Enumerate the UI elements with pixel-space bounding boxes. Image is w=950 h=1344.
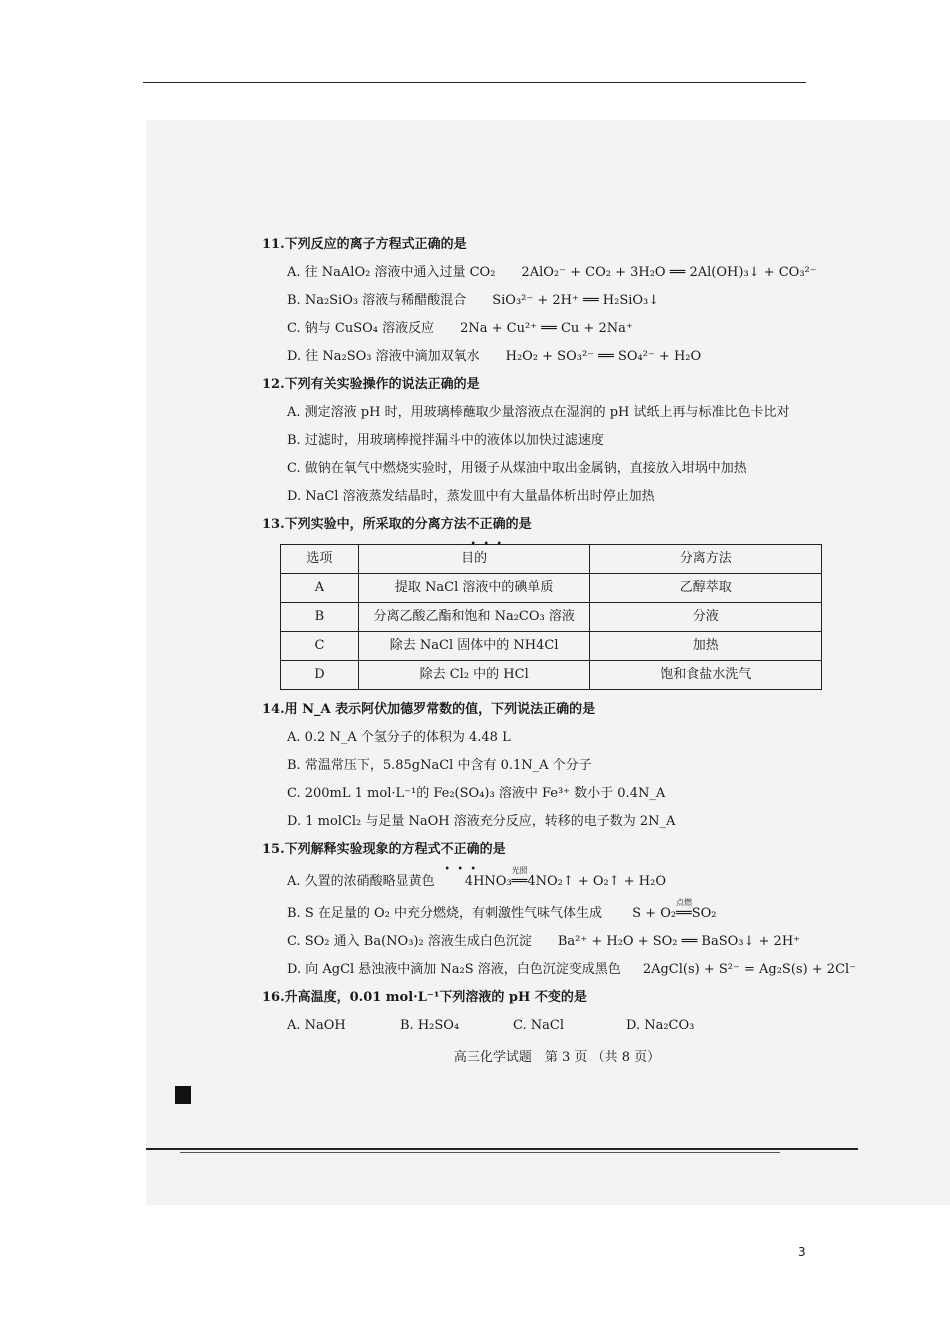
q11-option-d-text: D. 往 Na₂SO₃ 溶液中滴加双氧水 — [287, 349, 480, 364]
table-row — [281, 632, 822, 661]
q13-emphasis-char-3: 确 — [492, 517, 506, 532]
q14-option-d: D. 1 molCl₂ 与足量 NaOH 溶液充分反应，转移的电子数为 2N_A — [287, 814, 676, 829]
table-cell: 乙醇萃取 — [590, 574, 822, 603]
table-header-cell: 选项 — [281, 545, 359, 574]
reaction-condition: 光照 — [511, 866, 528, 875]
q15-option-b-equation — [632, 900, 716, 928]
q12-option-a: A. 测定溶液 pH 时，用玻璃棒蘸取少量溶液点在湿润的 pH 试纸上再与标准比色卡比对 — [287, 405, 790, 420]
exam-content — [262, 231, 857, 1072]
q16-option-c: C. NaCl — [513, 1018, 564, 1033]
question-13-stem — [262, 511, 852, 539]
table-header-row — [281, 545, 822, 574]
table-row — [281, 603, 822, 632]
table-cell: 除去 NaCl 固体中的 NH4Cl — [358, 632, 590, 661]
q15-stem-post: 的是 — [479, 842, 506, 857]
q16-option-d: D. Na₂CO₃ — [626, 1018, 695, 1033]
q14-option-b: B. 常温常压下，5.85gNaCl 中含有 0.1N_A 个分子 — [287, 758, 592, 773]
reaction-arrow: 点燃 ══ — [676, 900, 692, 928]
q15-b-products: SO₂ — [691, 906, 717, 921]
q11-option-a-equation: 2AlO₂⁻ + CO₂ + 3H₂O ══ 2Al(OH)₃↓ + CO₃²⁻ — [521, 265, 817, 280]
question-16-stem: 16.升高温度，0.01 mol·L⁻¹下列溶液的 pH 不变的是 — [262, 990, 587, 1005]
q16-options — [262, 1012, 852, 1040]
q11-option-d — [262, 343, 852, 371]
header-rule — [143, 82, 806, 83]
q13-stem-pre: 13.下列实验中，所采取的分离方法 — [262, 517, 467, 532]
q11-option-c-equation: 2Na + Cu²⁺ ══ Cu + 2Na⁺ — [460, 321, 633, 336]
table-cell: 加热 — [590, 632, 822, 661]
table-cell: A — [281, 574, 359, 603]
bottom-rule — [146, 1148, 858, 1150]
reaction-arrow: 光照 ══ — [512, 868, 528, 896]
q16-option-b: B. H₂SO₄ — [400, 1018, 460, 1033]
q15-a-reactants: 4HNO₃ — [464, 874, 512, 889]
table-row — [281, 661, 822, 690]
question-11-stem: 11.下列反应的离子方程式正确的是 — [262, 237, 467, 252]
table-cell: C — [281, 632, 359, 661]
q11-option-b-equation: SiO₃²⁻ + 2H⁺ ══ H₂SiO₃↓ — [492, 293, 660, 308]
q11-option-c — [262, 315, 852, 343]
q15-option-a-equation — [465, 868, 666, 896]
q15-emphasis-char-3: 确 — [466, 842, 480, 857]
q15-emphasis-char-2: 正 — [453, 842, 467, 857]
table-cell: 除去 Cl₂ 中的 HCl — [358, 661, 590, 690]
q11-option-d-equation: H₂O₂ + SO₃²⁻ ══ SO₄²⁻ + H₂O — [505, 349, 702, 364]
q11-option-b — [262, 287, 852, 315]
q15-option-a-text: A. 久置的浓硝酸略显黄色 — [287, 874, 435, 889]
table-header-cell: 分离方法 — [590, 545, 822, 574]
table-cell: 提取 NaCl 溶液中的碘单质 — [358, 574, 590, 603]
q14-option-a: A. 0.2 N_A 个氢分子的体积为 4.48 L — [287, 730, 511, 745]
table-cell: 饱和食盐水洗气 — [590, 661, 822, 690]
q15-option-c — [262, 928, 852, 956]
page-footer: 高三化学试题 第 3 页 （共 8 页） — [453, 1050, 661, 1065]
q15-b-reactants: S + O₂ — [632, 906, 677, 921]
question-15-stem — [262, 836, 852, 864]
q11-option-a-text: A. 往 NaAlO₂ 溶液中通入过量 CO₂ — [287, 265, 496, 280]
q11-option-b-text: B. Na₂SiO₃ 溶液与稀醋酸混合 — [287, 293, 467, 308]
q15-option-c-text: C. SO₂ 通入 Ba(NO₃)₂ 溶液生成白色沉淀 — [287, 934, 532, 949]
question-14-stem: 14.用 N_A 表示阿伏加德罗常数的值，下列说法正确的是 — [262, 702, 596, 717]
question-12-stem: 12.下列有关实验操作的说法正确的是 — [262, 377, 480, 392]
q11-option-a — [262, 259, 852, 287]
q15-a-products: 4NO₂↑ + O₂↑ + H₂O — [527, 874, 667, 889]
q13-emphasis-char-2: 正 — [479, 517, 493, 532]
page-number: 3 — [798, 1245, 806, 1259]
table-row — [281, 574, 822, 603]
bottom-rule-secondary — [180, 1152, 780, 1153]
table-header-cell: 目的 — [358, 545, 590, 574]
q15-option-b — [262, 900, 852, 928]
reaction-condition: 点燃 — [676, 898, 693, 907]
table-cell: D — [281, 661, 359, 690]
q12-option-b: B. 过滤时，用玻璃棒搅拌漏斗中的液体以加快过滤速度 — [287, 433, 604, 448]
q15-stem-pre: 15.下列解释实验现象的方程式 — [262, 842, 441, 857]
table-cell: B — [281, 603, 359, 632]
q13-stem-post: 的是 — [505, 517, 532, 532]
q14-option-c: C. 200mL 1 mol·L⁻¹的 Fe₂(SO₄)₃ 溶液中 Fe³⁺ 数小于 0.4N_A — [287, 786, 666, 801]
table-cell: 分液 — [590, 603, 822, 632]
q15-option-b-text: B. S 在足量的 O₂ 中充分燃烧，有刺激性气味气体生成 — [287, 906, 602, 921]
q15-option-d — [262, 956, 857, 984]
q15-emphasis-char-1: 不 — [440, 842, 454, 857]
q15-option-a — [262, 868, 852, 896]
q12-option-c: C. 做钠在氧气中燃烧实验时，用镊子从煤油中取出金属钠，直接放入坩埚中加热 — [287, 461, 747, 476]
table-cell: 分离乙酸乙酯和饱和 Na₂CO₃ 溶液 — [358, 603, 590, 632]
q16-option-a: A. NaOH — [287, 1018, 346, 1033]
registration-mark — [175, 1086, 191, 1104]
q13-table — [280, 544, 822, 690]
q15-option-d-text: D. 向 AgCl 悬浊液中滴加 Na₂S 溶液，白色沉淀变成黑色 — [287, 962, 621, 977]
q11-option-c-text: C. 钠与 CuSO₄ 溶液反应 — [287, 321, 435, 336]
q15-option-d-equation: 2AgCl(s) + S²⁻ = Ag₂S(s) + 2Cl⁻ — [642, 962, 857, 977]
q13-emphasis-char-1: 不 — [466, 517, 480, 532]
q12-option-d: D. NaCl 溶液蒸发结晶时，蒸发皿中有大量晶体析出时停止加热 — [287, 489, 655, 504]
q15-option-c-equation: Ba²⁺ + H₂O + SO₂ ══ BaSO₃↓ + 2H⁺ — [557, 934, 801, 949]
